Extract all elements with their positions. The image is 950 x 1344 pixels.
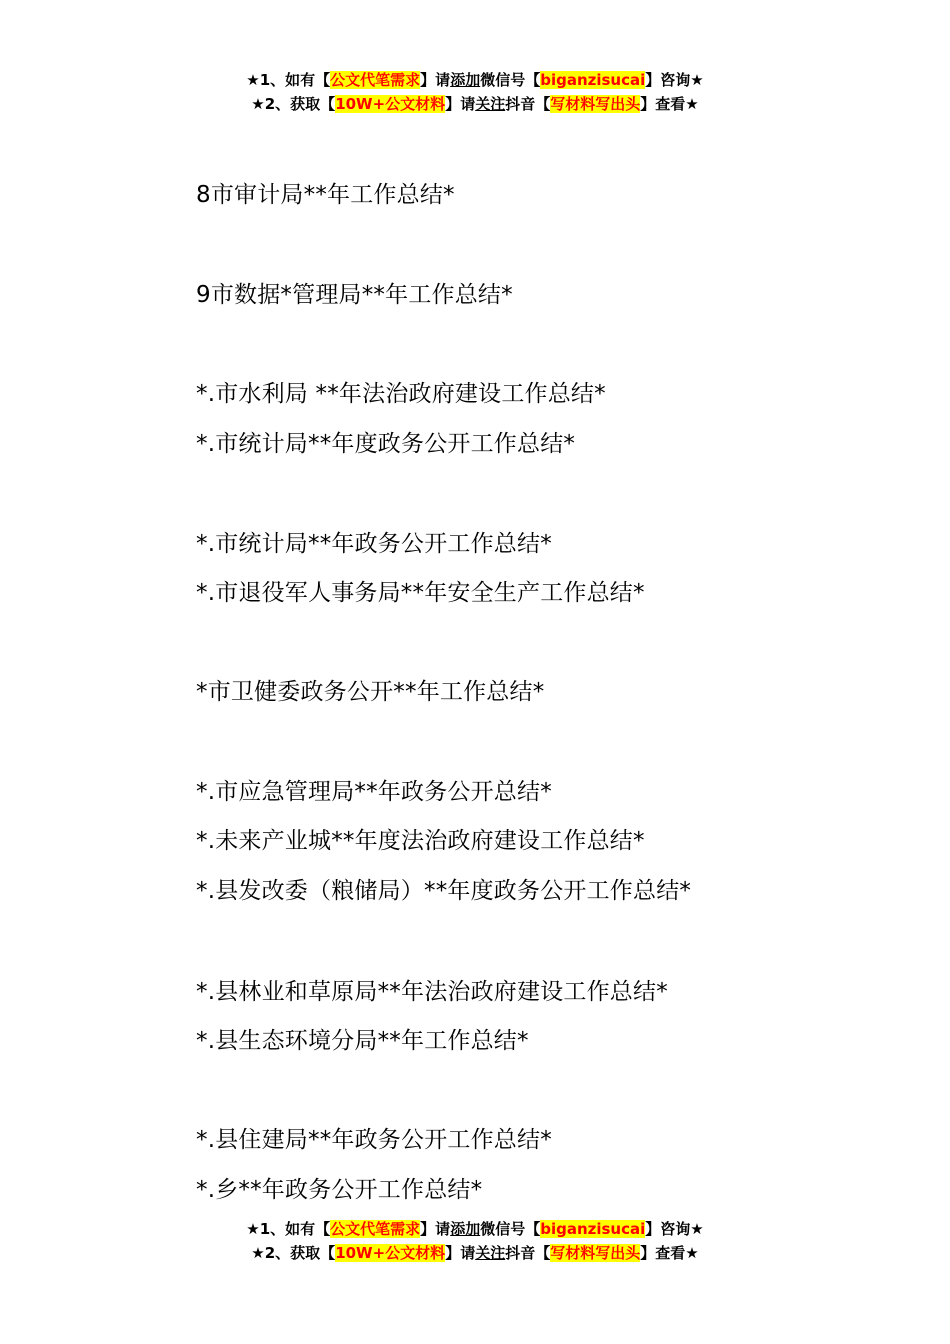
banner-text: ★2、获取【 — [251, 1244, 336, 1262]
banner-text: 】查看★ — [640, 1244, 699, 1262]
list-item: *.市统计局**年政务公开工作总结* — [196, 531, 552, 557]
banner-text: 】查看★ — [640, 95, 699, 113]
banner-underlined-text: 关注 — [475, 1244, 506, 1262]
list-item: *.县发改委（粮储局）**年度政务公开工作总结* — [196, 878, 692, 904]
list-item: *.乡**年政务公开工作总结* — [196, 1177, 483, 1203]
douyin-id-highlight: 写材料写出头 — [550, 95, 641, 113]
banner-underlined-text: 关注 — [475, 95, 506, 113]
banner-line-1 — [0, 68, 950, 92]
list-item: *.县住建局**年政务公开工作总结* — [196, 1127, 552, 1153]
banner-text: 抖音【 — [505, 1244, 551, 1262]
list-item: *市卫健委政务公开**年工作总结* — [196, 679, 545, 705]
banner-text: 微信号【 — [480, 1220, 541, 1238]
banner-underlined-text: 添加 — [450, 1220, 481, 1238]
footer-banner — [0, 1217, 950, 1265]
banner-text: ★1、如有【 — [246, 1220, 331, 1238]
banner-text: 抖音【 — [505, 95, 551, 113]
banner-text: 】请 — [420, 71, 451, 89]
banner-text: ★2、获取【 — [251, 95, 336, 113]
banner-text: 】咨询★ — [645, 71, 704, 89]
list-item: *.市统计局**年度政务公开工作总结* — [196, 431, 576, 457]
banner-line-2 — [0, 1241, 950, 1265]
list-item: 8市审计局**年工作总结* — [196, 182, 455, 208]
banner-highlight: 公文代笔需求 — [330, 1220, 421, 1238]
wechat-id-highlight: biganzisucai — [540, 1220, 646, 1238]
banner-text: ★1、如有【 — [246, 71, 331, 89]
banner-text: 】请 — [420, 1220, 451, 1238]
list-item: *.县生态环境分局**年工作总结* — [196, 1028, 529, 1054]
list-item: *.市应急管理局**年政务公开总结* — [196, 779, 552, 805]
banner-text: 】请 — [445, 95, 476, 113]
header-banner — [0, 68, 950, 116]
list-item: *.未来产业城**年度法治政府建设工作总结* — [196, 828, 645, 854]
banner-line-1 — [0, 1217, 950, 1241]
banner-text: 】咨询★ — [645, 1220, 704, 1238]
list-item: *.县林业和草原局**年法治政府建设工作总结* — [196, 979, 668, 1005]
list-item: *.市水利局 **年法治政府建设工作总结* — [196, 381, 606, 407]
banner-highlight: 10W+公文材料 — [335, 95, 446, 113]
list-item: 9市数据*管理局**年工作总结* — [196, 282, 513, 308]
banner-line-2 — [0, 92, 950, 116]
banner-text: 】请 — [445, 1244, 476, 1262]
douyin-id-highlight: 写材料写出头 — [550, 1244, 641, 1262]
banner-highlight: 公文代笔需求 — [330, 71, 421, 89]
banner-text: 微信号【 — [480, 71, 541, 89]
list-item: *.市退役军人事务局**年安全生产工作总结* — [196, 580, 645, 606]
wechat-id-highlight: biganzisucai — [540, 71, 646, 89]
banner-underlined-text: 添加 — [450, 71, 481, 89]
banner-highlight: 10W+公文材料 — [335, 1244, 446, 1262]
